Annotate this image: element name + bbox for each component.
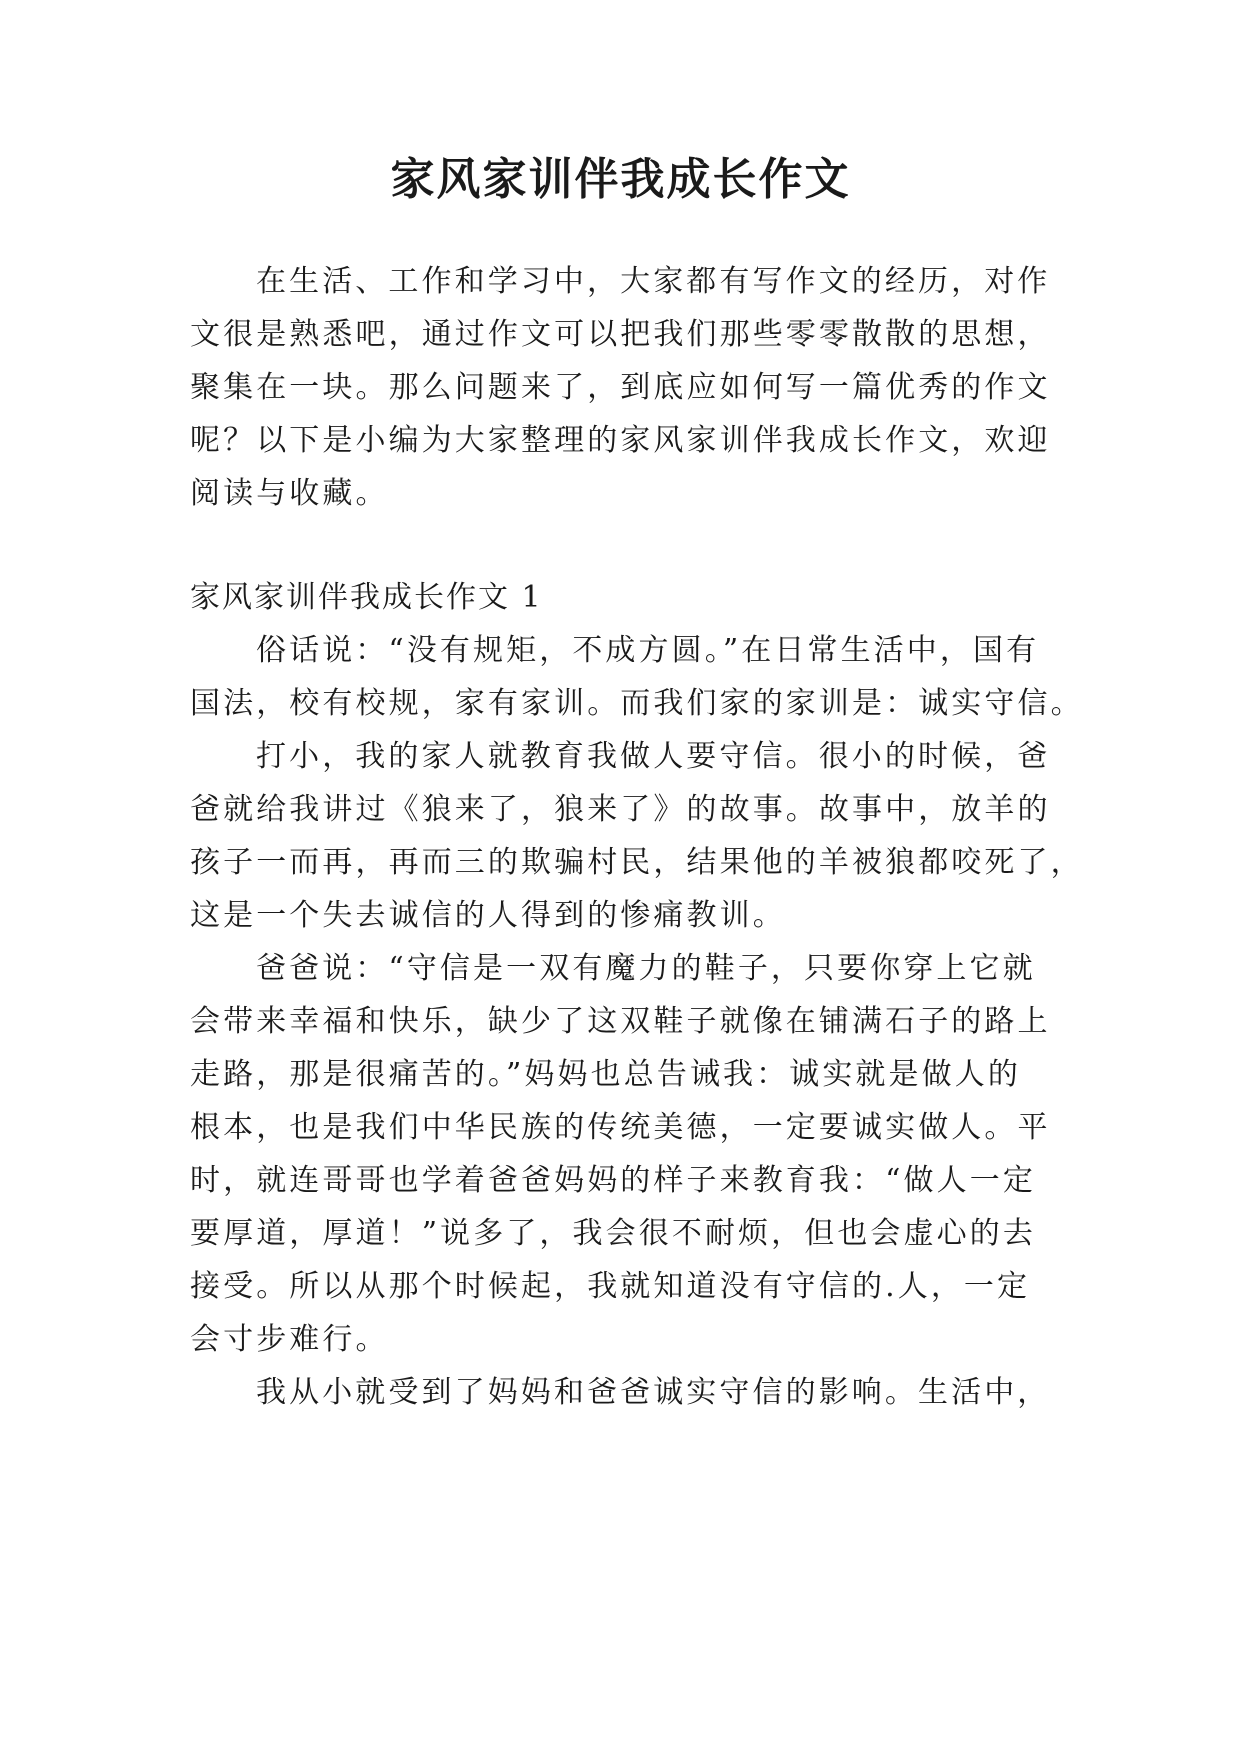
section-heading: 家风家训伴我成长作文 1 (190, 580, 543, 615)
body-line: 俗话说：“没有规矩，不成方圆。”在日常生活中，国有 (256, 633, 1040, 668)
body-line: 根本，也是我们中华民族的传统美德，一定要诚实做人。平 (190, 1110, 1051, 1145)
document-title: 家风家训伴我成长作文 (390, 154, 851, 205)
body-line: 爸爸说：“守信是一双有魔力的鞋子，只要你穿上它就 (256, 951, 1036, 986)
intro-line: 在生活、工作和学习中，大家都有写作文的经历，对作 (256, 264, 1051, 299)
body-line: 打小，我的家人就教育我做人要守信。很小的时候，爸 (256, 739, 1051, 774)
body-line: 要厚道，厚道！”说多了，我会很不耐烦，但也会虚心的去 (190, 1216, 1036, 1251)
intro-line: 阅读与收藏。 (190, 476, 389, 511)
body-line: 国法，校有校规，家有家训。而我们家的家训是：诚实守信。 (190, 686, 1084, 721)
intro-line: 聚集在一块。那么问题来了，到底应如何写一篇优秀的作文 (190, 370, 1051, 405)
body-line: 孩子一而再，再而三的欺骗村民，结果他的羊被狼都咬死了， (190, 845, 1084, 880)
body-line: 会寸步难行。 (190, 1322, 389, 1357)
body-line: 时，就连哥哥也学着爸爸妈妈的样子来教育我：“做人一定 (190, 1163, 1036, 1198)
intro-line: 呢？以下是小编为大家整理的家风家训伴我成长作文，欢迎 (190, 423, 1051, 458)
intro-line: 文很是熟悉吧，通过作文可以把我们那些零零散散的思想， (190, 317, 1051, 352)
body-line: 爸就给我讲过《狼来了，狼来了》的故事。故事中，放羊的 (190, 792, 1051, 827)
body-line: 接受。所以从那个时候起，我就知道没有守信的.人，一定 (190, 1269, 1031, 1304)
body-line: 会带来幸福和快乐，缺少了这双鞋子就像在铺满石子的路上 (190, 1004, 1051, 1039)
body-line: 走路，那是很痛苦的。”妈妈也总告诫我：诚实就是做人的 (190, 1057, 1021, 1092)
body-line: 我从小就受到了妈妈和爸爸诚实守信的影响。生活中， (256, 1375, 1051, 1410)
body-line: 这是一个失去诚信的人得到的惨痛教训。 (190, 898, 786, 933)
